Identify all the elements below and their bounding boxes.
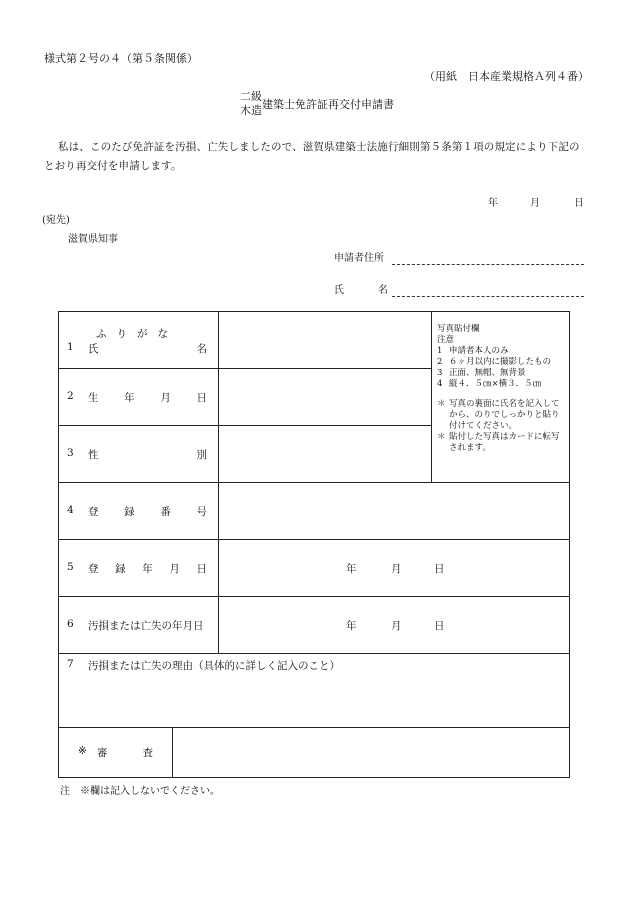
row2-label: 生 年 月 日 xyxy=(88,392,207,404)
row3-label: 性 別 xyxy=(88,449,207,461)
photo-requirement-2: 2 ６ヶ月以内に撮影したもの xyxy=(437,357,552,367)
title-main: 建築士免許証再交付申請書 xyxy=(262,98,394,111)
photo-requirement-4: 4 縦４．５㎝×横３．５㎝ xyxy=(437,379,542,389)
row5-month-label: 月 xyxy=(391,563,402,575)
row2-number: 2 xyxy=(67,390,74,402)
birthdate-input-cell[interactable] xyxy=(220,370,430,424)
applicant-name-label-2: 名 xyxy=(378,285,388,296)
name-input-cell[interactable] xyxy=(220,313,430,367)
paper-size-note: （用紙 日本産業規格Ａ列４番） xyxy=(424,70,589,83)
row3-number: 3 xyxy=(67,447,74,459)
title-grade-lower: 木造 xyxy=(240,104,262,117)
photo-box-notes-heading: 注意 xyxy=(437,335,455,345)
photo-box-title: 写真貼付欄 xyxy=(437,324,480,334)
photo-requirement-1: 1 申請者本人のみ xyxy=(437,346,509,356)
row5-number: 5 xyxy=(67,561,74,573)
sex-input-cell[interactable] xyxy=(220,427,430,481)
review-mark: ※ xyxy=(78,745,87,757)
row5-day-label: 日 xyxy=(434,563,445,575)
date-month-label: 月 xyxy=(530,198,540,209)
review-label: 審 査 xyxy=(97,747,153,759)
row6-month-label: 月 xyxy=(391,620,402,632)
applicant-address-label: 申請者住所 xyxy=(334,253,384,264)
title-grade-upper: 二級 xyxy=(240,90,262,103)
photo-note-2: ＊ 貼付した写真はカードに転写されます。 xyxy=(437,432,560,453)
loss-date-input-cell[interactable] xyxy=(220,598,568,652)
intro-statement: 私は、このたび免許証を汚損、亡失しましたので、滋賀県建築士法施行細則第５条第１項の規定により下記のとおり再交付を申請します。 xyxy=(44,141,580,172)
form-number: 様式第２号の４（第５条関係） xyxy=(44,52,198,65)
applicant-address-field[interactable] xyxy=(392,250,584,265)
row4-label: 登 録 番 号 xyxy=(88,506,207,518)
date-year-label: 年 xyxy=(488,198,498,209)
row5-year-label: 年 xyxy=(346,563,357,575)
row7-number: 7 xyxy=(67,658,74,670)
row6-day-label: 日 xyxy=(434,620,445,632)
photo-requirement-3: 3 正面、無帽、無背景 xyxy=(437,368,526,378)
row1-furigana: ふ り が な xyxy=(96,328,168,340)
row4-number: 4 xyxy=(67,504,74,516)
photo-note-1: ＊ 写真の裏面に氏名を記入してから、のりでしっかりと貼り付けてください。 xyxy=(437,399,560,431)
registration-date-input-cell[interactable] xyxy=(220,541,568,595)
row1-label: 氏 名 xyxy=(88,343,207,355)
row6-number: 6 xyxy=(67,618,74,630)
footer-note: 注 ※欄は記入しないでください。 xyxy=(60,786,220,797)
row1-number: 1 xyxy=(67,341,74,353)
loss-reason-input-area[interactable] xyxy=(60,674,568,726)
registration-number-input-cell[interactable] xyxy=(220,484,568,538)
review-cell xyxy=(174,729,568,777)
row6-label: 汚損または亡失の年月日 xyxy=(88,620,204,632)
row7-label: 汚損または亡失の理由（具体的に詳しく記入のこと） xyxy=(88,660,340,672)
row6-year-label: 年 xyxy=(346,620,357,632)
row5-label: 登 録 年 月 日 xyxy=(88,563,207,575)
applicant-name-label-1: 氏 xyxy=(334,285,344,296)
form-title xyxy=(238,88,398,118)
application-table xyxy=(58,311,570,778)
date-day-label: 日 xyxy=(574,198,584,209)
addressee-prefix: (宛先) xyxy=(42,215,70,226)
addressee-name: 滋賀県知事 xyxy=(68,234,118,245)
applicant-name-field[interactable] xyxy=(392,282,584,297)
photo-attachment-box xyxy=(437,324,567,454)
